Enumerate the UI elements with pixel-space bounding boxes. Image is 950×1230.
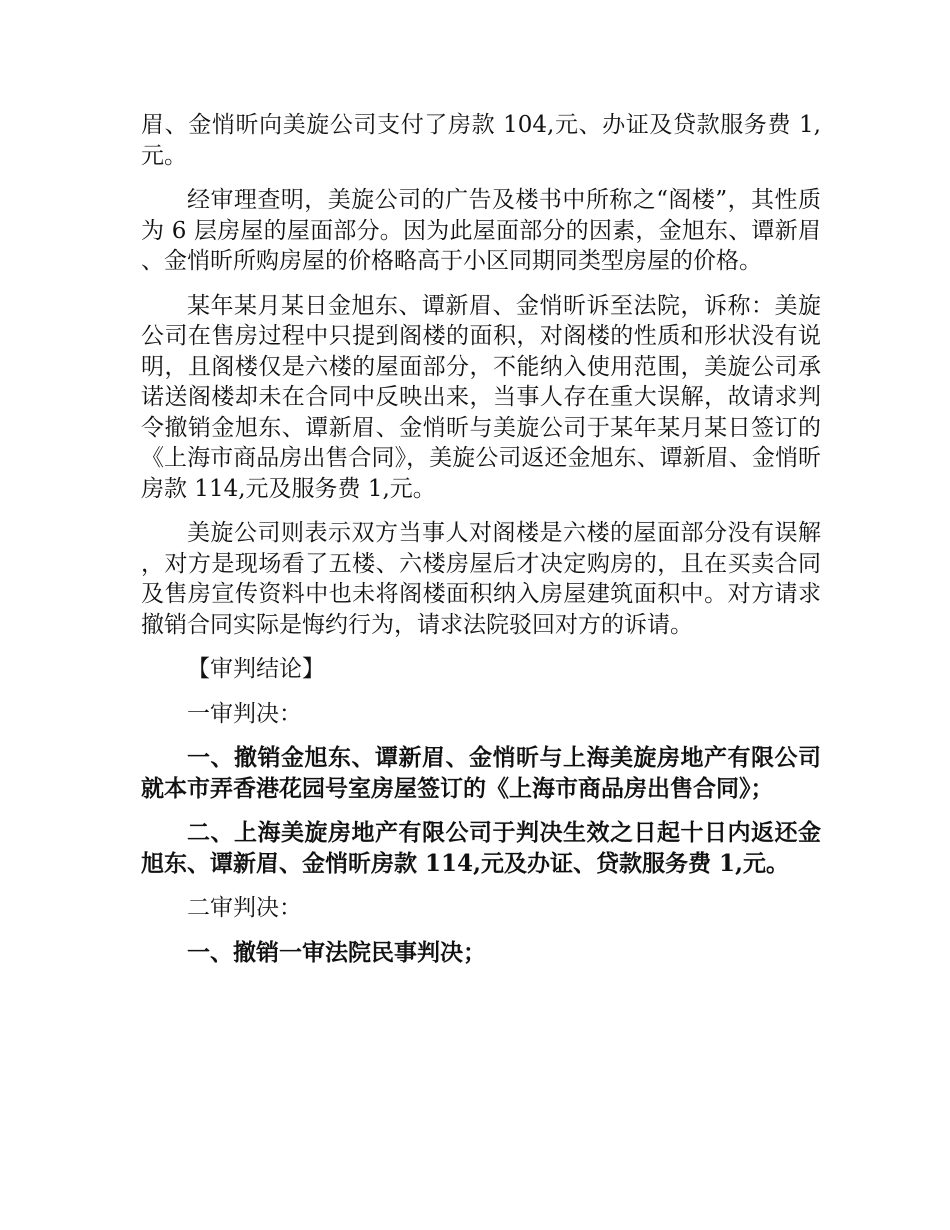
second-instance-item-1: 一、撤销一审法院民事判决； — [187, 938, 486, 966]
paragraph-defendant-response: 美旋公司则表示双方当事人对阁楼是六楼的屋面部分没有误解，对方是现场看了五楼、六楼房屋后才决定购房的，且在买卖合同及售房宣传资料中也未将阁楼面积纳入房屋建筑面积中。对方请求撤销合同实际是悔约行为，请求法院驳回对方的诉请。 — [141, 520, 821, 638]
document-body — [141, 110, 821, 982]
paragraph-findings: 经审理查明，美旋公司的广告及楼书中所称之“阁楼”，其性质为 6 层房屋的屋面部分。因为此屋面部分的因素，金旭东、谭新眉、金悄昕所购房屋的价格略高于小区同期同类型房屋的价格。 — [141, 187, 821, 274]
first-instance-item-1: 一、撤销金旭东、谭新眉、金悄昕与上海美旋房地产有限公司就本市弄香港花园号室房屋签订的《上海市商品房出售合同》； — [141, 744, 821, 802]
second-instance-heading: 二审判决： — [187, 895, 302, 921]
first-instance-heading: 一审判决： — [187, 700, 302, 727]
first-instance-item-2: 二、上海美旋房地产有限公司于判决生效之日起十日内返还金旭东、谭新眉、金悄昕房款 114,元及办证、贷款服务费 1,元。 — [141, 819, 821, 877]
section-heading-judgment: 【审判结论】 — [187, 656, 325, 682]
paragraph-plaintiff-claim: 某年某月某日金旭东、谭新眉、金悄昕诉至法院，诉称：美旋公司在售房过程中只提到阁楼的面积，对阁楼的性质和形状没有说明，且阁楼仅是六楼的屋面部分，不能纳入使用范围，美旋公司承诺送阁楼却未在合同中反映出来，当事人存在重大误解，故请求判令撤销金旭东、谭新眉、金悄昕与美旋公司于某年某月某日签订的《上海市商品房出售合同》，美旋公司返还金旭东、谭新眉、金悄昕房款 114,元及服务费 1,元。 — [141, 292, 821, 502]
paragraph-payment-continued: 眉、金悄昕向美旋公司支付了房款 104,元、办证及贷款服务费 1,元。 — [141, 112, 821, 169]
